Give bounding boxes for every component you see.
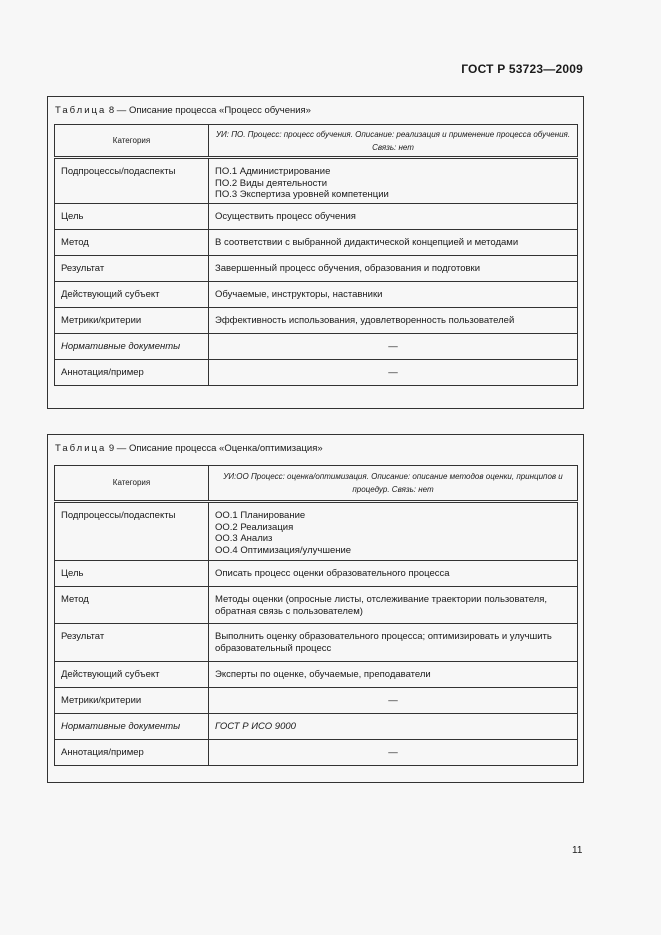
row-label: Нормативные документы <box>55 334 209 360</box>
caption-word: Таблица <box>55 443 107 454</box>
row-label: Цель <box>55 561 209 587</box>
row-value: — <box>209 688 578 714</box>
header-description: УИ:ОО Процесс: оценка/оптимизация. Описание: описание методов оценки, принципов и процедур. Связь: нет <box>209 466 578 502</box>
row-value <box>209 502 578 561</box>
row-value: — <box>209 740 578 766</box>
table-8-caption <box>55 105 311 116</box>
document-id: ГОСТ Р 53723—2009 <box>461 62 583 76</box>
row-label: Результат <box>55 624 209 662</box>
row-label: Аннотация/пример <box>55 740 209 766</box>
subprocess-item: ОО.4 Оптимизация/улучшение <box>215 544 352 556</box>
table-row <box>55 740 578 766</box>
header-category: Категория <box>55 466 209 502</box>
row-label: Метрики/критерии <box>55 308 209 334</box>
row-value: Завершенный процесс обучения, образования и подготовки <box>209 256 578 282</box>
table-header-row <box>55 125 578 158</box>
row-label: Действующий субъект <box>55 662 209 688</box>
row-value: — <box>209 360 578 386</box>
row-value: Осуществить процесс обучения <box>209 204 578 230</box>
row-label: Аннотация/пример <box>55 360 209 386</box>
row-value: Описать процесс оценки образовательного процесса <box>209 561 578 587</box>
row-label: Результат <box>55 256 209 282</box>
table-9-frame <box>47 434 584 783</box>
table-row <box>55 587 578 624</box>
table-row <box>55 561 578 587</box>
table-row <box>55 204 578 230</box>
row-label: Метод <box>55 230 209 256</box>
subprocess-item: ПО.3 Экспертиза уровней компетенции <box>215 189 389 200</box>
row-label: Метрики/критерии <box>55 688 209 714</box>
table-9-caption <box>55 443 323 454</box>
caption-text: 9 — Описание процесса «Оценка/оптимизация» <box>106 443 323 454</box>
header-category: Категория <box>55 125 209 158</box>
table-row <box>55 360 578 386</box>
table-row <box>55 624 578 662</box>
row-label: Метод <box>55 587 209 624</box>
table-row <box>55 158 578 204</box>
caption-word: Таблица <box>55 105 107 116</box>
row-value: Эксперты по оценке, обучаемые, преподаватели <box>209 662 578 688</box>
table-row <box>55 308 578 334</box>
row-value: Методы оценки (опросные листы, отслеживание траектории пользователя, обратная связь с пользователем) <box>209 587 578 624</box>
row-label: Цель <box>55 204 209 230</box>
table-8 <box>54 124 578 386</box>
subprocess-item: ОО.1 Планирование <box>215 510 306 521</box>
row-value: Обучаемые, инструкторы, наставники <box>209 282 578 308</box>
row-label: Нормативные документы <box>55 714 209 740</box>
table-row <box>55 662 578 688</box>
row-value <box>209 158 578 204</box>
table-9 <box>54 465 578 766</box>
table-row <box>55 282 578 308</box>
row-value: — <box>209 334 578 360</box>
row-value: ГОСТ Р ИСО 9000 <box>209 714 578 740</box>
row-value: Эффективность использования, удовлетворенность пользователей <box>209 308 578 334</box>
table-row <box>55 688 578 714</box>
subprocess-item: ОО.2 Реализация <box>215 521 294 533</box>
table-row <box>55 334 578 360</box>
header-description: УИ: ПО. Процесс: процесс обучения. Описание: реализация и применение процесса обучения. Связь: нет <box>209 125 578 158</box>
row-value: В соответствии с выбранной дидактической концепцией и методами <box>209 230 578 256</box>
table-header-row <box>55 466 578 502</box>
subprocess-item: ПО.1 Администрирование <box>215 166 331 177</box>
subprocess-item: ПО.2 Виды деятельности <box>215 177 328 189</box>
table-row <box>55 256 578 282</box>
table-8-frame <box>47 96 584 409</box>
table-row <box>55 502 578 561</box>
page-number: 11 <box>572 845 583 856</box>
subprocess-item: ОО.3 Анализ <box>215 533 273 544</box>
row-value: Выполнить оценку образовательного процесса; оптимизировать и улучшить образовательный процесс <box>209 624 578 662</box>
row-label: Подпроцессы/подаспекты <box>55 502 209 561</box>
table-row <box>55 714 578 740</box>
caption-text: 8 — Описание процесса «Процесс обучения» <box>106 105 311 116</box>
row-label: Действующий субъект <box>55 282 209 308</box>
row-label: Подпроцессы/подаспекты <box>55 158 209 204</box>
table-row <box>55 230 578 256</box>
